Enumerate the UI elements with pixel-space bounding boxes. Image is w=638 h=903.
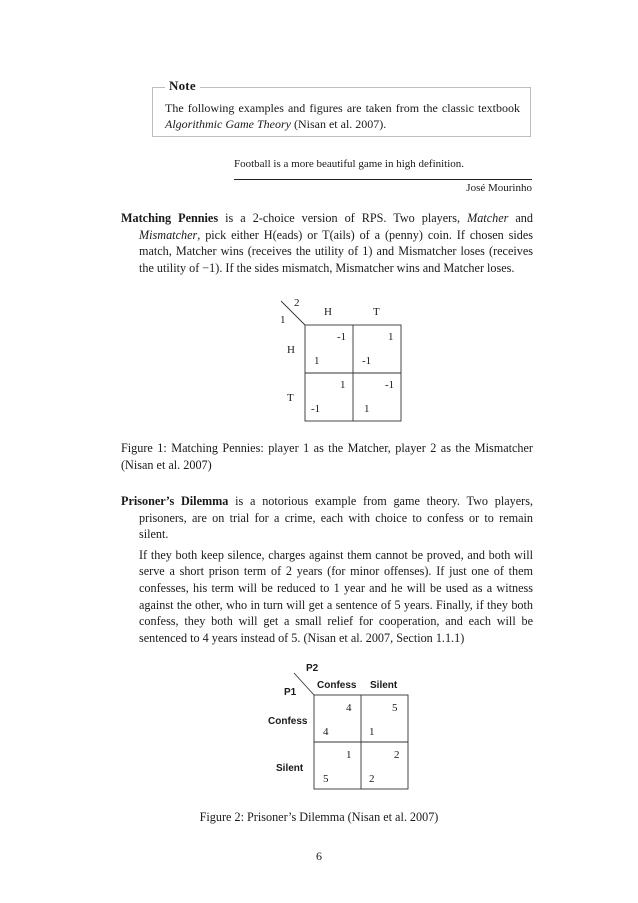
column-player-label: 2: [294, 297, 300, 309]
row-label: Confess: [268, 716, 308, 727]
column-label: Confess: [317, 680, 357, 691]
payoff-col-player: 4: [346, 702, 352, 714]
text: Matcher: [467, 211, 509, 225]
payoff-row-player: 5: [323, 773, 329, 785]
text: and: [508, 211, 533, 225]
text: is a 2-choice version of RPS. Two players,: [218, 211, 468, 225]
payoff-col-player: 1: [388, 331, 394, 343]
payoff-col-player: 1: [340, 379, 346, 391]
column-player-label: P2: [306, 663, 319, 674]
payoff-row-player: -1: [362, 355, 372, 367]
column-label: Silent: [370, 680, 398, 691]
payoff-col-player: -1: [337, 331, 347, 343]
payoff-col-player: -1: [385, 379, 395, 391]
epigraph-author: José Mourinho: [466, 182, 532, 194]
payoff-col-player: 2: [394, 749, 400, 761]
figure-2-caption: Figure 2: Prisoner’s Dilemma (Nisan et al. 2007): [199, 810, 439, 824]
matching-pennies-matrix: [278, 298, 408, 428]
note-title: Note: [165, 78, 200, 94]
payoff-row-player: 1: [369, 726, 375, 738]
note-text-part: The following examples and figures are taken from the classic textbook: [165, 101, 520, 115]
epigraph-rule: [234, 179, 532, 180]
prisoners-dilemma-paragraph: [121, 493, 533, 543]
prisoners-dilemma-matrix: [266, 663, 426, 793]
row-player-label: P1: [284, 687, 297, 698]
term: Prisoner’s Dilemma: [121, 494, 229, 508]
text: Mismatcher: [139, 227, 198, 242]
note-box: [152, 78, 531, 137]
payoff-row-player: 1: [364, 403, 370, 415]
matrix-grid: [278, 298, 408, 428]
row-label: H: [287, 344, 295, 356]
matching-pennies-paragraph: [121, 210, 533, 276]
figure-1-caption: Figure 1: Matching Pennies: player 1 as the Matcher, player 2 as the Mismatcher (Nisan et al. 2007): [121, 441, 533, 472]
epigraph-quote: Football is a more beautiful game in high definition.: [234, 158, 465, 170]
text: , pick either H(eads) or T(ails) of a (penny) coin. If chosen sides match, Matcher wins (receives the utility of 1) and Mismatcher loses (receives the utility of −1). If the sides mismatch, Mismatcher wins and Matcher loses.: [139, 227, 533, 275]
payoff-col-player: 5: [392, 702, 398, 714]
row-label: T: [287, 392, 294, 404]
note-text: [165, 100, 520, 132]
book-title: Algorithmic Game Theory: [165, 117, 291, 131]
payoff-row-player: 1: [314, 355, 320, 367]
payoff-col-player: 1: [346, 749, 352, 761]
page-number: 6: [316, 849, 322, 863]
payoff-row-player: 4: [323, 726, 329, 738]
text: is a notorious example from game theory. Two players, prisoners, are on trial for a crime, each with choice to confess or to remain silent.: [139, 494, 534, 542]
payoff-row-player: 2: [369, 773, 375, 785]
payoff-row-player: -1: [311, 403, 321, 415]
matching-pennies-item: [121, 210, 533, 276]
epigraph: [234, 157, 532, 194]
column-label: T: [373, 306, 380, 318]
row-label: Silent: [276, 763, 304, 774]
prisoners-dilemma-item: [121, 493, 533, 646]
note-text-part: (Nisan et al. 2007).: [290, 117, 387, 131]
row-player-label: 1: [280, 314, 286, 326]
term: Matching Pennies: [121, 211, 219, 225]
column-label: H: [324, 306, 332, 318]
prisoners-dilemma-paragraph-2: If they both keep silence, charges against them cannot be proved, and both will serve a short prison term of 2 years (for minor offenses). If just one of them confesses, his term will be reduced to 1 year and he will be used as a witness against the other, who in turn will get a sentence of 5 years. Finally, if they both confess, they both will get a small relief for cooperation, and each will be sentenced to 4 years instead of 5. (Nisan et al. 2007, Section 1.1.1): [139, 547, 533, 645]
